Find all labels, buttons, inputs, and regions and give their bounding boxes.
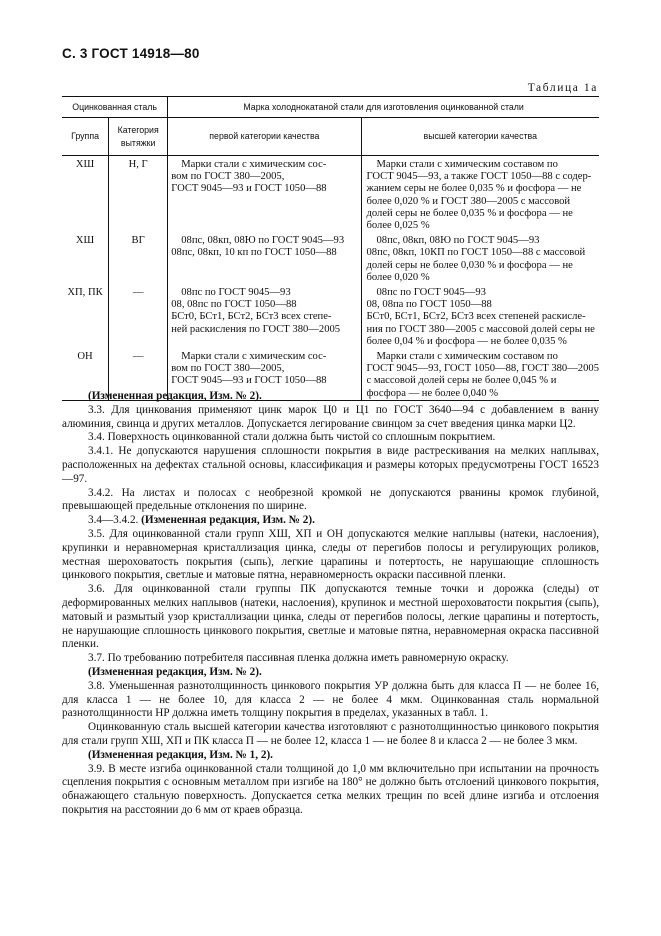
cell-group: ХШ xyxy=(75,159,95,170)
cell-highest-category: Марки стали с химическим составом по ГОСТ 9045—93, а также ГОСТ 1050—88 с содер- жанием серы не более 0,035 % и фосфора — не более 0,020 % и ГОСТ 380—2005 с массовой долей серы не более 0,035 % и фосфора — не более 0,025 % xyxy=(361,156,599,233)
header-steel-grade: Марка холоднокатаной стали для изготовления оцинкованной стали xyxy=(168,97,599,118)
header-first-category: первой категории качества xyxy=(168,118,361,156)
paragraph-3-4: 3.4. Поверхность оцинкованной стали должна быть чистой со сплошным покрытием. xyxy=(88,431,496,444)
table-row xyxy=(62,284,599,348)
edit-note-label: (Измененная редакция, Изм. № 2). xyxy=(141,514,315,527)
cell-group: ОН xyxy=(62,348,109,400)
cell-highest-category: Марки стали с химическим составом по ГОСТ 9045—93, ГОСТ 1050—88, ГОСТ 380—2005 с массовой долей серы не более 0,045 % и фосфора — не более 0,040 % xyxy=(361,348,599,400)
cell-category: Н, Г xyxy=(109,156,168,233)
paragraph-3-4-1: 3.4.1. Не допускаются нарушения сплошности покрытия в виде растрескивания на мелких наплывах, расположенных на дефектах стальной основы, классификация и размеры которых предусмотрены ГОСТ 16523—97. xyxy=(62,445,599,485)
paragraph-3-9: 3.9. В месте изгиба оцинкованной стали толщиной до 1,0 мм включительно при испытании на прочность сцепления покрытия с основным металлом при изгибе на 180° не должно быть отслоений цинкового покрытия, обнажающего стальную поверхность. Допускается сетка мелких трещин по всей длине изгиба и отслоения покрытия на расстоянии до 6 мм от краев образца. xyxy=(62,762,599,816)
header-highest-category: высшей категории качества xyxy=(361,118,599,156)
header-galvanized-steel: Оцинкованная сталь xyxy=(62,97,168,118)
edit-note: (Измененная редакция, Изм. № 2). xyxy=(88,665,262,678)
paragraph-3-8: 3.8. Уменьшенная разнотолщинность цинкового покрытия УР должна быть для класса П — не более 16, для класса 1 — не более 10, для класса 2 — не более 4 мкм. Оцинкованная сталь нормальной разнотолщинности НР должна иметь толщину покрытия в пределах, указанных в табл. 1. xyxy=(62,679,599,720)
page-header: С. 3 ГОСТ 14918—80 xyxy=(62,46,200,61)
edit-note: (Измененная редакция, Изм. № 2). xyxy=(88,390,262,402)
cell-first-category: Марки стали с химическим сос- вом по ГОСТ 380—2005, ГОСТ 9045—93 и ГОСТ 1050—88 xyxy=(168,156,361,233)
body-text xyxy=(62,390,599,818)
paragraph-3-4-2: 3.4.2. На листах и полосах с необрезной кромкой не допускаются рванины кромок глубиной, превышающей предельные отклонения по ширине. xyxy=(62,486,599,513)
edit-note xyxy=(62,514,599,528)
paragraph-3-3: 3.3. Для цинкования применяют цинк марок Ц0 и Ц1 по ГОСТ 3640—94 с добавлением в ванну алюминия, свинца и других металлов. Допускается легирование свинцом за счет введения цинка марки Ц2. xyxy=(62,403,599,430)
edit-note: (Измененная редакция, Изм. № 1, 2). xyxy=(88,748,273,761)
cell-category: — xyxy=(109,348,168,400)
range-prefix: 3.4—3.4.2. xyxy=(88,514,139,527)
cell-first-category: Марки стали с химическим сос- вом по ГОСТ 380—2005, ГОСТ 9045—93 и ГОСТ 1050—88 xyxy=(168,348,361,400)
paragraph-3-6: 3.6. Для оцинкованной стали группы ПК допускаются темные точки и дорожка (следы) от деформированных мелких наплывов (натеки, наслоения), крупинок и местной шероховатости покрытия (сыпь), матовый и размытый узор кристаллизации цинка, следы от перегибов полосы, легкие царапины и потертость, не нарушающие сплошность цинкового покрытия, светлые и матовые пятна, неравномерная окраска пассивной пленки. xyxy=(62,583,599,651)
cell-highest-category: 08пс по ГОСТ 9045—93 08, 08па по ГОСТ 1050—88 БСт0, БСт1, БСт2, БСт3 всех степеней раскисле- ния по ГОСТ 380—2005 с массовой долей серы не более 0,04 % и фосфора — не более 0,035 % xyxy=(361,284,599,348)
table-row xyxy=(62,156,599,233)
paragraph-3-7: 3.7. По требованию потребителя пассивная пленка должна иметь равномерную окраску. xyxy=(88,652,509,665)
header-category: Категория вытяжки xyxy=(109,118,168,156)
cell-group: ХШ xyxy=(75,235,95,247)
cell-first-category: 08пс по ГОСТ 9045—93 08, 08пс по ГОСТ 1050—88 БСт0, БСт1, БСт2, БСт3 всех степе- ней раскисления по ГОСТ 380—2005 xyxy=(168,284,361,348)
cell-first-category: 08пс, 08кп, 08Ю по ГОСТ 9045—93 08пс, 08кп, 10 кп по ГОСТ 1050—88 xyxy=(168,232,361,284)
cell-highest-category: 08пс, 08кп, 08Ю по ГОСТ 9045—93 08пс, 08кп, 10КП по ГОСТ 1050—88 с массовой долей серы не более 0,030 % и фосфора — не более 0,020 % xyxy=(361,232,599,284)
cell-category: — xyxy=(109,284,168,348)
cell-group: ХП, ПК xyxy=(67,287,103,299)
paragraph-3-5: 3.5. Для оцинкованной стали групп ХШ, ХП и ОН допускаются мелкие наплывы (натеки, наслоения), крупинки и неравномерная кристаллизация цинка, следы от перегибов полосы и регулирующих роликов, местная шероховатость покрытия (сыпь), легкие царапины и потертость, не нарушающие сплошность цинкового покрытия, светлые и матовые пятна, неравномерность окраски пассивной пленки. xyxy=(62,527,599,582)
cell-category: ВГ xyxy=(109,232,168,284)
table-row xyxy=(62,232,599,284)
header-group: Группа xyxy=(62,118,109,156)
steel-grade-table xyxy=(62,96,599,401)
paragraph-3-8-b: Оцинкованную сталь высшей категории качества изготовляют с разнотолщинностью цинкового покрытия для стали групп ХШ, ХП и ПК класса П — не более 12, класса 1 — не более 8 и класса 2 — не более 3 мкм. xyxy=(62,721,599,747)
table-caption: Таблица 1а xyxy=(527,82,598,94)
